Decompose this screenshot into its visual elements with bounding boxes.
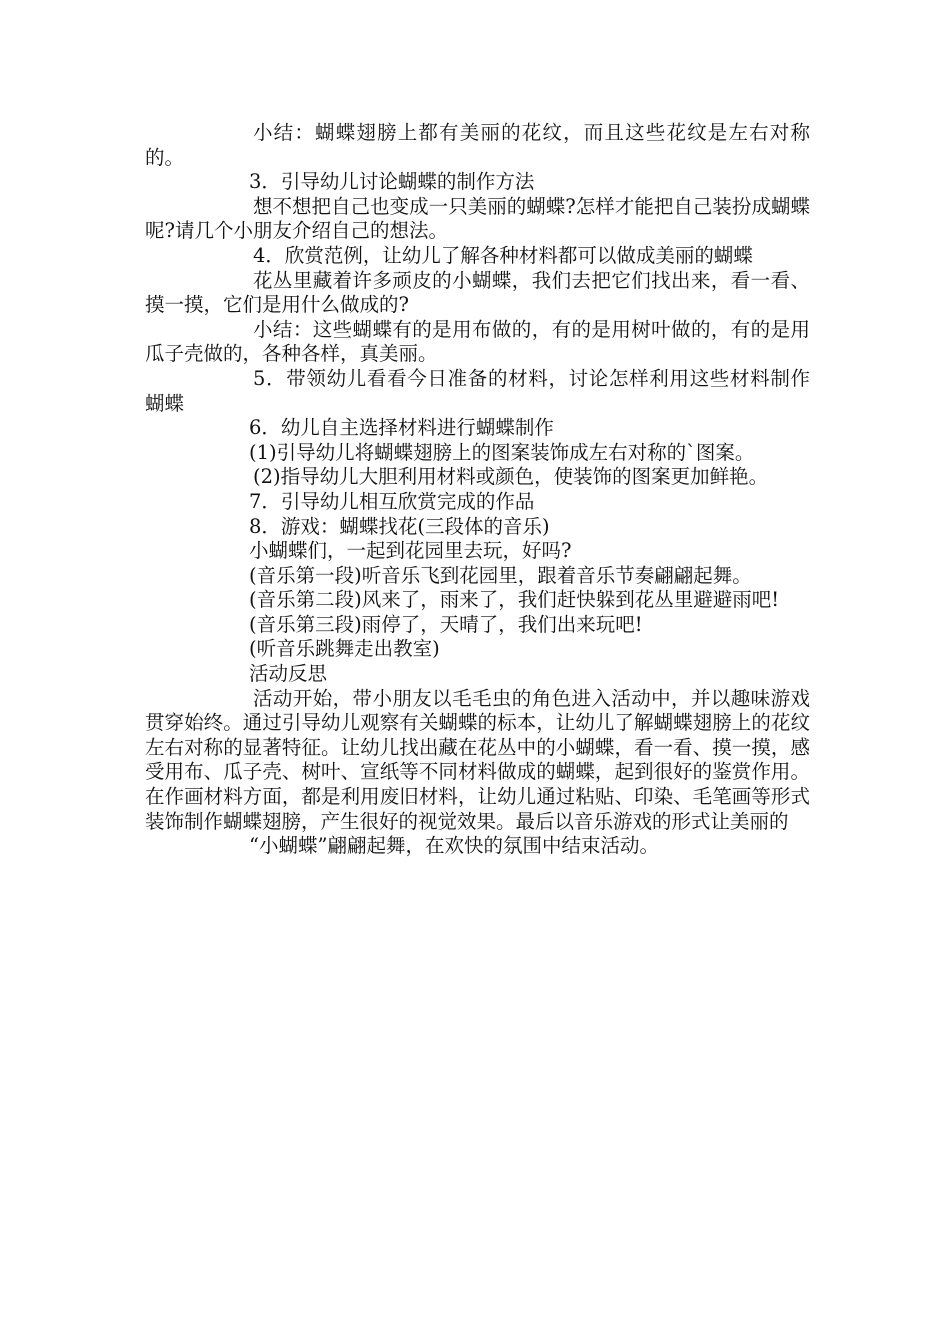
step-heading: 4．欣赏范例，让幼儿了解各种材料都可以做成美丽的蝴蝶 (253, 243, 753, 267)
summary-paragraph: 小结：这些蝴蝶有的是用布做的，有的是用树叶做的，有的是用瓜子壳做的，各种各样，真美丽。 (145, 317, 810, 366)
body-paragraph: (音乐第三段)雨停了，天晴了，我们出来玩吧! (249, 612, 643, 636)
body-paragraph: 花丛里藏着许多顽皮的小蝴蝶，我们去把它们找出来，看一看、摸一摸，它们是用什么做成的? (145, 268, 810, 317)
body-paragraph: 想不想把自己也变成一只美丽的蝴蝶?怎样才能把自己装扮成蝴蝶呢?请几个小朋友介绍自己的想法。 (145, 194, 810, 243)
step-heading: 8．游戏：蝴蝶找花(三段体的音乐) (249, 514, 550, 538)
step-heading: 3．引导幼儿讨论蝴蝶的制作方法 (249, 170, 535, 194)
step-heading: 7．引导幼儿相互欣赏完成的作品 (249, 489, 535, 513)
document-body (145, 121, 810, 859)
body-paragraph: (音乐第一段)听音乐飞到花园里，跟着音乐节奏翩翩起舞。 (249, 563, 752, 587)
summary-paragraph: 小结：蝴蝶翅膀上都有美丽的花纹，而且这些花纹是左右对称的。 (145, 121, 810, 169)
body-paragraph: (听音乐跳舞走出教室) (249, 637, 440, 661)
step-heading: 6．幼儿自主选择材料进行蝴蝶制作 (249, 416, 554, 440)
reflection-paragraph: 活动开始，带小朋友以毛毛虫的角色进入活动中，并以趣味游戏贯穿始终。通过引导幼儿观察有关蝴蝶的标本，让幼儿了解蝴蝶翅膀上的花纹左右对称的显著特征。让幼儿找出藏在花丛中的小蝴蝶，看一看、摸一摸，感受用布、瓜子壳、树叶、宣纸等不同材料做成的蝴蝶，起到很好的鉴赏作用。在作画材料方面，都是利用废旧材料，让幼儿通过粘贴、印染、毛笔画等形式装饰制作蝴蝶翅膀，产生很好的视觉效果。最后以音乐游戏的形式让美丽的 (145, 686, 810, 833)
sub-step: (1)引导幼儿将蝴蝶翅膀上的图案装饰成左右对称的`图案。 (249, 440, 755, 464)
body-paragraph: (音乐第二段)风来了，雨来了，我们赶快躲到花丛里避避雨吧! (249, 588, 780, 612)
body-paragraph: 小蝴蝶们，一起到花园里去玩，好吗? (249, 539, 572, 563)
section-heading: 活动反思 (249, 662, 328, 686)
step-heading: 5．带领幼儿看看今日准备的材料，讨论怎样利用这些材料制作蝴蝶 (145, 366, 810, 415)
sub-step: (2)指导幼儿大胆利用材料或颜色，使装饰的图案更加鲜艳。 (253, 465, 769, 489)
closing-paragraph: “小蝴蝶”翩翩起舞，在欢快的氛围中结束活动。 (249, 834, 659, 858)
